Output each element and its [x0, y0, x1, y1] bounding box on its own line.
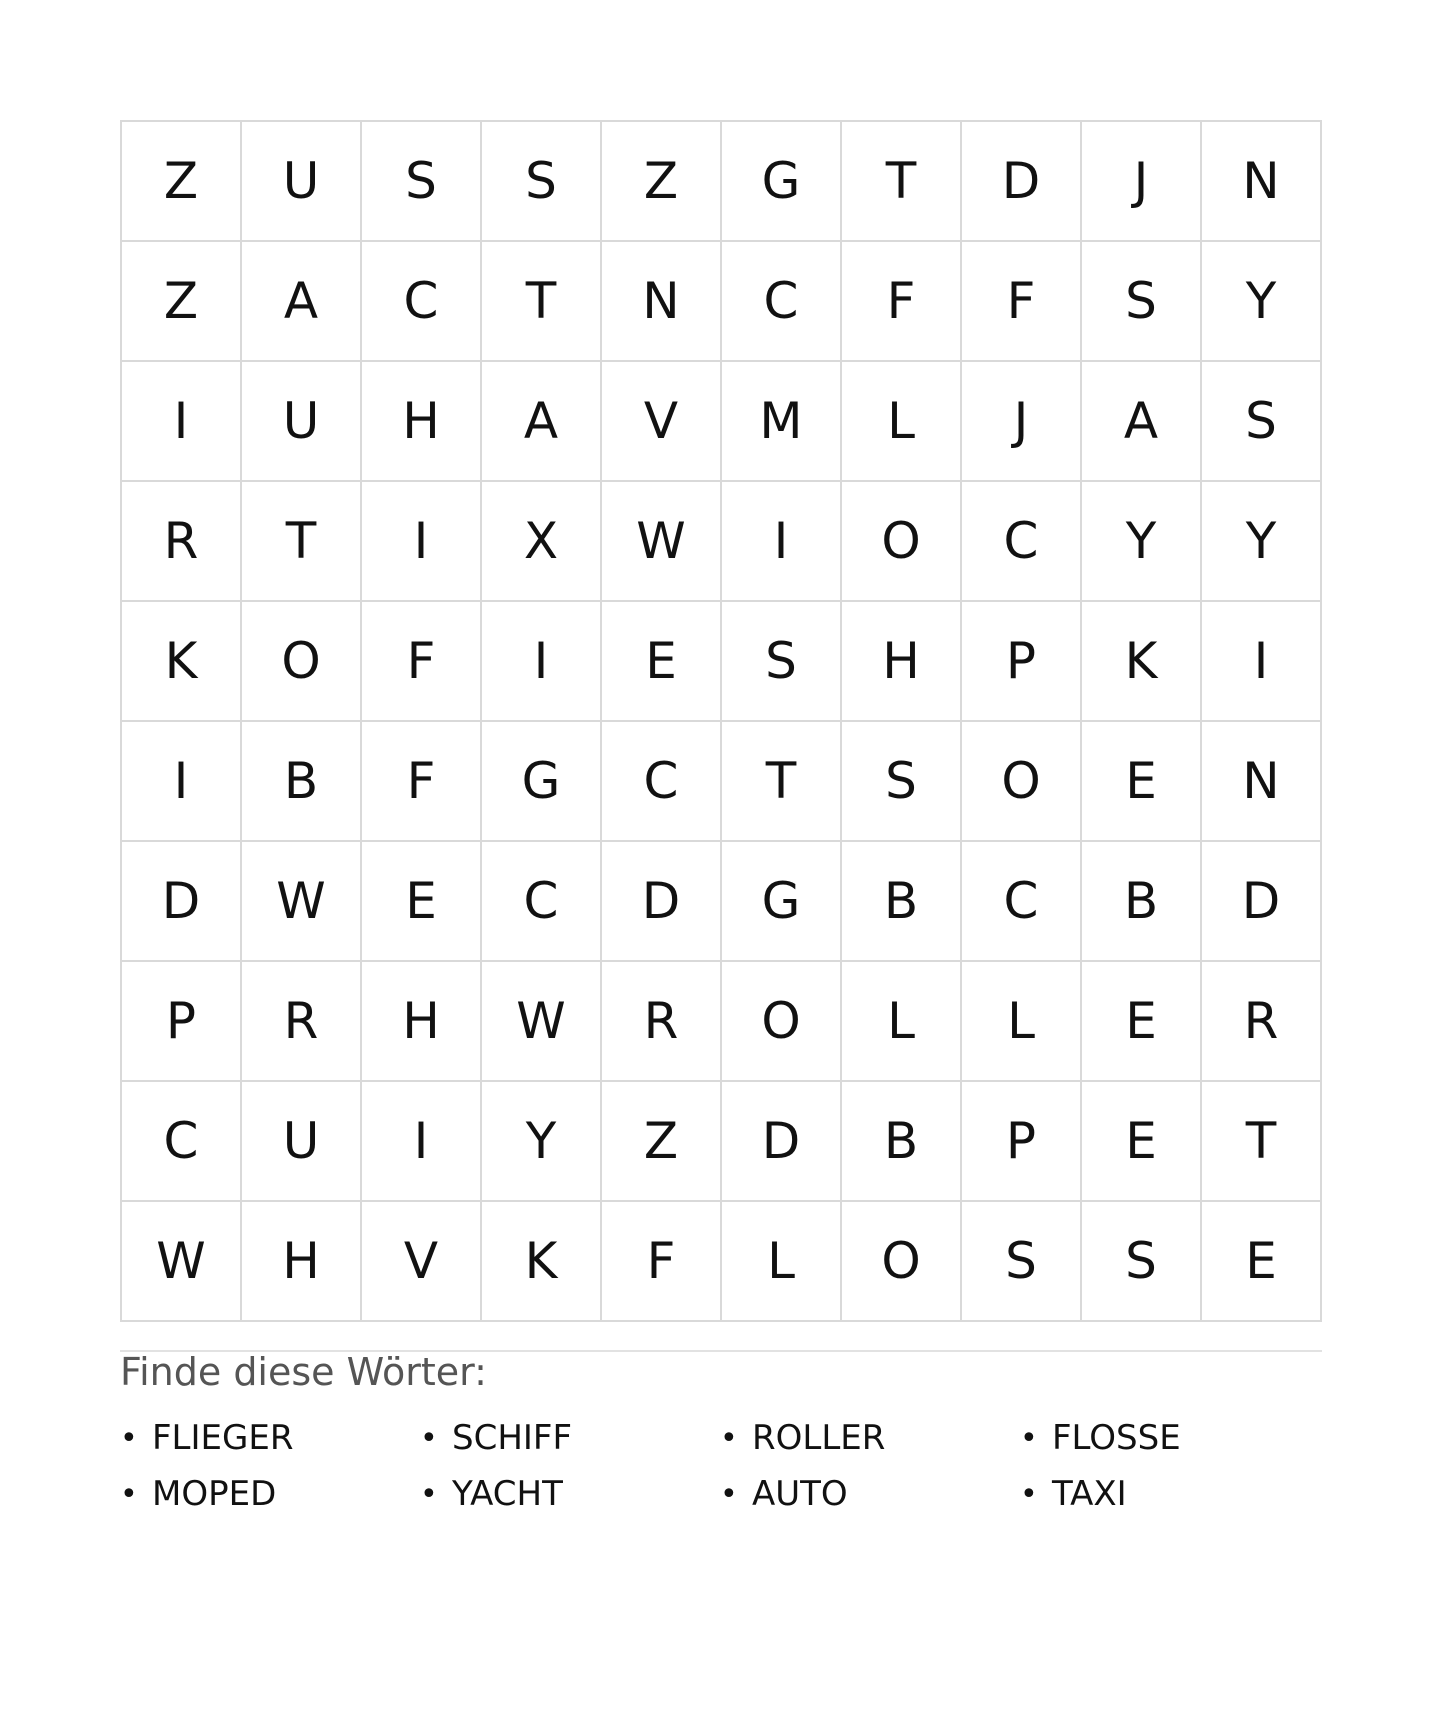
grid-cell[interactable]: C [122, 1082, 242, 1202]
grid-cell[interactable]: R [602, 962, 722, 1082]
grid-cell[interactable]: T [842, 122, 962, 242]
grid-cell[interactable]: R [1202, 962, 1322, 1082]
grid-cell[interactable]: U [242, 362, 362, 482]
word-list-item [1020, 1410, 1320, 1466]
grid-cell[interactable]: E [602, 602, 722, 722]
grid-cell[interactable]: V [602, 362, 722, 482]
grid-cell[interactable]: I [722, 482, 842, 602]
word-label: YACHT [452, 1474, 563, 1514]
grid-cell[interactable]: S [962, 1202, 1082, 1322]
grid-cell[interactable]: G [482, 722, 602, 842]
word-label: TAXI [1052, 1474, 1127, 1514]
bullet-icon: • [120, 1420, 138, 1456]
grid-cell[interactable]: K [1082, 602, 1202, 722]
grid-cell[interactable]: D [722, 1082, 842, 1202]
grid-cell[interactable]: Y [1082, 482, 1202, 602]
word-label: AUTO [752, 1474, 848, 1514]
grid-cell[interactable]: I [1202, 602, 1322, 722]
grid-cell[interactable]: I [482, 602, 602, 722]
grid-cell[interactable]: S [482, 122, 602, 242]
grid-cell[interactable]: B [1082, 842, 1202, 962]
grid-cell[interactable]: T [242, 482, 362, 602]
grid-cell[interactable]: O [962, 722, 1082, 842]
grid-cell[interactable]: T [482, 242, 602, 362]
grid-cell[interactable]: K [482, 1202, 602, 1322]
word-list-heading: Finde diese Wörter: [120, 1350, 487, 1394]
grid-cell[interactable]: I [122, 362, 242, 482]
word-label: ROLLER [752, 1418, 886, 1458]
grid-cell[interactable]: E [362, 842, 482, 962]
grid-cell[interactable]: S [1082, 242, 1202, 362]
grid-cell[interactable]: H [842, 602, 962, 722]
grid-cell[interactable]: N [602, 242, 722, 362]
word-list-item [420, 1410, 720, 1466]
bullet-icon: • [1020, 1420, 1038, 1456]
grid-cell[interactable]: Z [602, 1082, 722, 1202]
bullet-icon: • [120, 1476, 138, 1512]
grid-cell[interactable]: P [962, 1082, 1082, 1202]
bullet-icon: • [1020, 1476, 1038, 1512]
word-label: FLOSSE [1052, 1418, 1181, 1458]
grid-cell[interactable]: O [842, 482, 962, 602]
grid-cell[interactable]: N [1202, 122, 1322, 242]
word-search-grid [120, 120, 1322, 1322]
grid-cell[interactable]: O [242, 602, 362, 722]
grid-cell[interactable]: P [962, 602, 1082, 722]
word-list-item [720, 1410, 1020, 1466]
grid-cell[interactable]: E [1082, 962, 1202, 1082]
grid-cell[interactable]: C [962, 842, 1082, 962]
grid-cell[interactable]: R [122, 482, 242, 602]
grid-cell[interactable]: I [122, 722, 242, 842]
word-label: SCHIFF [452, 1418, 573, 1458]
grid-cell[interactable]: Z [122, 242, 242, 362]
grid-cell[interactable]: G [722, 842, 842, 962]
grid-cell[interactable]: B [842, 1082, 962, 1202]
grid-cell[interactable]: C [482, 842, 602, 962]
grid-cell[interactable]: Z [602, 122, 722, 242]
grid-cell[interactable]: S [842, 722, 962, 842]
grid-cell[interactable]: S [722, 602, 842, 722]
grid-cell[interactable]: R [242, 962, 362, 1082]
grid-cell[interactable]: D [122, 842, 242, 962]
grid-cell[interactable]: O [722, 962, 842, 1082]
grid-cell[interactable]: L [962, 962, 1082, 1082]
grid-cell[interactable]: H [242, 1202, 362, 1322]
grid-cell[interactable]: Y [1202, 482, 1322, 602]
grid-cell[interactable]: J [1082, 122, 1202, 242]
grid-cell[interactable]: A [482, 362, 602, 482]
word-label: FLIEGER [152, 1418, 294, 1458]
bullet-icon: • [720, 1476, 738, 1512]
word-label: MOPED [152, 1474, 277, 1514]
grid-cell[interactable]: H [362, 962, 482, 1082]
grid-cell[interactable]: S [362, 122, 482, 242]
grid-cell[interactable]: F [362, 722, 482, 842]
grid-cell[interactable]: C [722, 242, 842, 362]
grid-cell[interactable]: F [842, 242, 962, 362]
word-list-item [120, 1466, 420, 1522]
grid-cell[interactable]: U [242, 122, 362, 242]
bullet-icon: • [720, 1420, 738, 1456]
grid-cell[interactable]: L [842, 362, 962, 482]
bullet-icon: • [420, 1420, 438, 1456]
grid-cell[interactable]: L [722, 1202, 842, 1322]
grid-cell[interactable]: M [722, 362, 842, 482]
grid-cell[interactable]: Y [1202, 242, 1322, 362]
grid-cell[interactable]: W [602, 482, 722, 602]
grid-cell[interactable]: F [602, 1202, 722, 1322]
grid-cell[interactable]: D [602, 842, 722, 962]
word-list-item [120, 1410, 420, 1466]
grid-cell[interactable]: J [962, 362, 1082, 482]
bullet-icon: • [420, 1476, 438, 1512]
grid-cell[interactable]: A [242, 242, 362, 362]
grid-cell[interactable]: C [602, 722, 722, 842]
grid-cell[interactable]: P [122, 962, 242, 1082]
grid-cell[interactable]: D [962, 122, 1082, 242]
word-list-item [720, 1466, 1020, 1522]
grid-cell[interactable]: H [362, 362, 482, 482]
grid-cell[interactable]: W [482, 962, 602, 1082]
word-list [120, 1410, 1322, 1522]
grid-cell[interactable]: G [722, 122, 842, 242]
grid-cell[interactable]: F [362, 602, 482, 722]
grid-cell[interactable]: O [842, 1202, 962, 1322]
grid-cell[interactable]: C [962, 482, 1082, 602]
grid-cell[interactable]: N [1202, 722, 1322, 842]
grid-cell[interactable]: E [1082, 1082, 1202, 1202]
grid-cell[interactable]: U [242, 1082, 362, 1202]
grid-cell[interactable]: W [242, 842, 362, 962]
grid-cell[interactable]: T [722, 722, 842, 842]
grid-cell[interactable]: S [1202, 362, 1322, 482]
grid-cell[interactable]: A [1082, 362, 1202, 482]
grid-cell[interactable]: L [842, 962, 962, 1082]
grid-cell[interactable]: C [362, 242, 482, 362]
grid-cell[interactable]: E [1202, 1202, 1322, 1322]
grid-cell[interactable]: Z [122, 122, 242, 242]
grid-cell[interactable]: W [122, 1202, 242, 1322]
grid-cell[interactable]: E [1082, 722, 1202, 842]
grid-cell[interactable]: B [242, 722, 362, 842]
grid-cell[interactable]: X [482, 482, 602, 602]
grid-cell[interactable]: S [1082, 1202, 1202, 1322]
grid-cell[interactable]: I [362, 482, 482, 602]
grid-cell[interactable]: B [842, 842, 962, 962]
grid-cell[interactable]: Y [482, 1082, 602, 1202]
grid-cell[interactable]: T [1202, 1082, 1322, 1202]
grid-cell[interactable]: K [122, 602, 242, 722]
grid-cell[interactable]: F [962, 242, 1082, 362]
grid-cell[interactable]: D [1202, 842, 1322, 962]
grid-cell[interactable]: I [362, 1082, 482, 1202]
word-list-item [420, 1466, 720, 1522]
word-list-item [1020, 1466, 1320, 1522]
grid-cell[interactable]: V [362, 1202, 482, 1322]
